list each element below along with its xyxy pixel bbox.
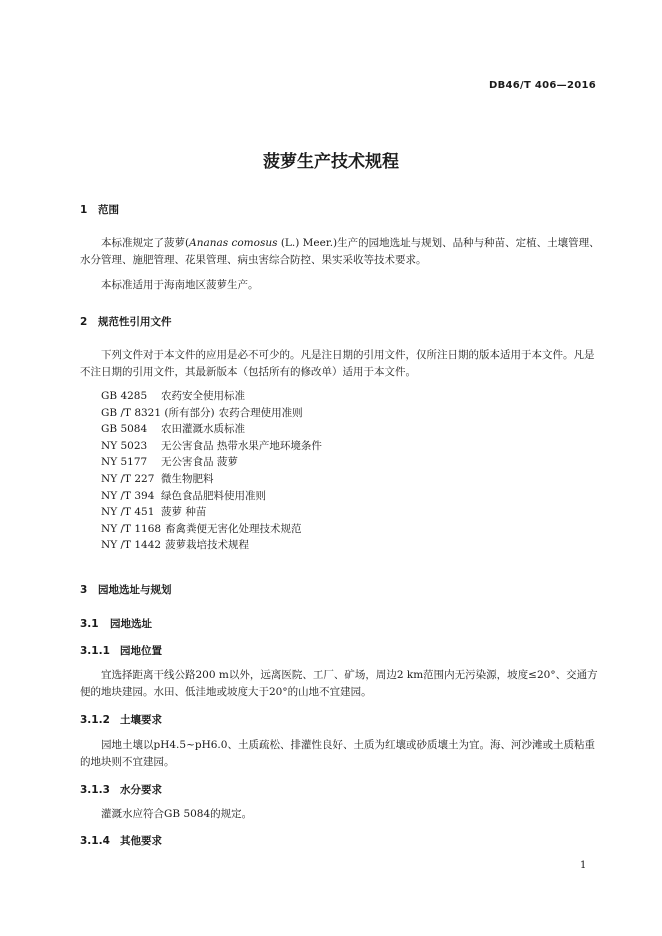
section-number: 3 bbox=[80, 584, 88, 596]
section-3-1-heading bbox=[80, 616, 152, 631]
reference-item: NY /T 451 菠萝 种苗 bbox=[101, 506, 207, 519]
section-title: 园地选址与规划 bbox=[98, 584, 172, 596]
reference-item: NY /T 1168 畜禽粪便无害化处理技术规范 bbox=[101, 522, 302, 535]
reference-item: NY 5023 无公害食品 热带水果产地环境条件 bbox=[101, 439, 322, 452]
reference-item: NY /T 227 微生物肥料 bbox=[101, 472, 214, 485]
section-number: 2 bbox=[80, 316, 88, 328]
reference-item: NY /T 1442 菠萝栽培技术规程 bbox=[101, 539, 250, 552]
section-number: 3.1 bbox=[80, 618, 99, 630]
scope-paragraph-1: 本标准规定了菠萝(Ananas comosus (L.) Meer.)生产的园地选址与规划、品种与种苗、定植、土壤管理、水分管理、施肥管理、花果管理、病虫害综合防控、果实采收等技术要求。 bbox=[80, 237, 600, 266]
section-3-heading bbox=[80, 582, 172, 597]
section-number: 3.1.1 bbox=[80, 645, 110, 657]
section-title: 土壤要求 bbox=[120, 714, 162, 726]
reference-item: GB /T 8321 (所有部分) 农药合理使用准则 bbox=[101, 406, 303, 419]
reference-list bbox=[101, 388, 322, 554]
reference-item: NY /T 394 绿色食品肥料使用准则 bbox=[101, 489, 266, 502]
section-title: 水分要求 bbox=[120, 784, 162, 796]
section-title: 园地选址 bbox=[110, 618, 152, 630]
section-title: 其他要求 bbox=[120, 835, 162, 847]
section-title: 规范性引用文件 bbox=[98, 316, 172, 328]
section-3-1-1-heading bbox=[80, 643, 162, 658]
section-title: 园地位置 bbox=[120, 645, 162, 657]
section-3-1-3-heading bbox=[80, 782, 162, 797]
water-requirement-paragraph: 灌溉水应符合GB 5084的规定。 bbox=[101, 808, 253, 820]
section-number: 3.1.3 bbox=[80, 784, 110, 796]
section-3-1-2-heading bbox=[80, 712, 162, 727]
reference-item: NY 5177 无公害食品 菠萝 bbox=[101, 456, 238, 469]
latin-species-name: Ananas comosus bbox=[189, 237, 278, 249]
section-number: 1 bbox=[80, 204, 88, 216]
soil-requirement-paragraph: 园地土壤以pH4.5~pH6.0、土质疏松、排灌性良好、土质为红壤或砂质壤土为宜。海、河沙滩或土质粘重的地块则不宜建园。 bbox=[80, 739, 595, 768]
scope-paragraph-2: 本标准适用于海南地区菠萝生产。 bbox=[101, 279, 259, 291]
document-title: 菠萝生产技术规程 bbox=[263, 152, 399, 172]
page-number: 1 bbox=[580, 860, 587, 871]
reference-item: GB 4285 农药安全使用标准 bbox=[101, 390, 245, 402]
section-1-heading bbox=[80, 202, 119, 217]
reference-item: GB 5084 农田灌溉水质标准 bbox=[101, 423, 245, 436]
section-number: 3.1.4 bbox=[80, 835, 110, 847]
normative-intro: 下列文件对于本文件的应用是必不可少的。凡是注日期的引用文件，仅所注日期的版本适用于本文件。凡是不注日期的引用文件，其最新版本（包括所有的修改单）适用于本文件。 bbox=[80, 349, 595, 378]
section-3-1-4-heading bbox=[80, 833, 162, 848]
section-2-heading bbox=[80, 314, 172, 329]
section-number: 3.1.2 bbox=[80, 714, 110, 726]
standard-code: DB46/T 406—2016 bbox=[489, 80, 596, 91]
section-title: 范围 bbox=[98, 204, 119, 216]
site-location-paragraph: 宜选择距离干线公路200 m以外，远离医院、工厂、矿场，周边2 km范围内无污染源，坡度≤20°、交通方便的地块建园。水田、低洼地或坡度大于20°的山地不宜建园。 bbox=[80, 669, 598, 698]
